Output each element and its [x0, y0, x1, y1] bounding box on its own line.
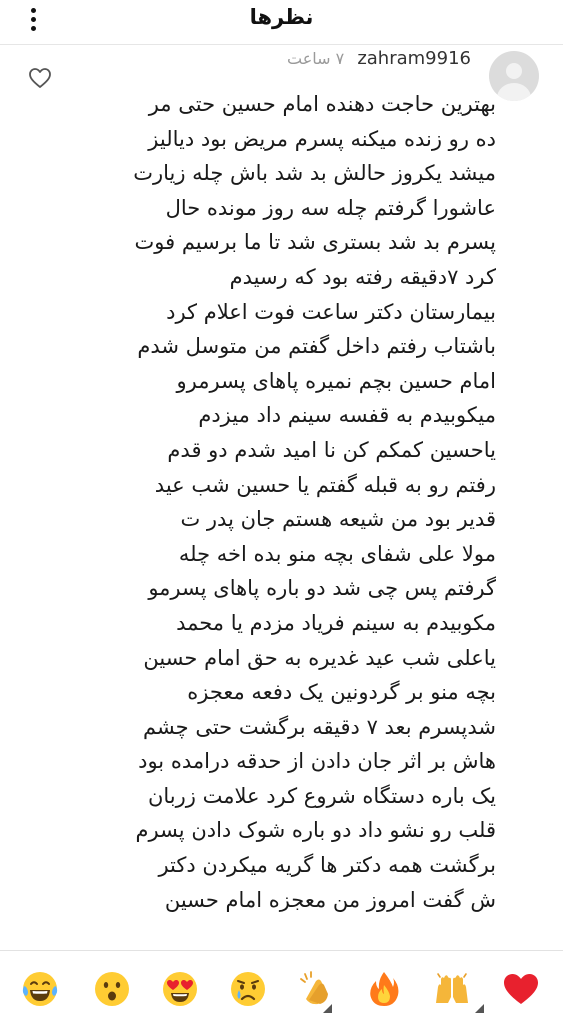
- reaction-bar: [0, 950, 563, 1025]
- comment-username[interactable]: zahram9916: [357, 48, 471, 69]
- comment-line: بهترین حاجت دهنده امام حسین حتی مر: [148, 92, 496, 116]
- comment-body: [66, 87, 496, 947]
- comment-line: قدیر بود من شیعه هستم جان پدر ت: [180, 507, 496, 532]
- tears-of-joy-face-icon[interactable]: [20, 969, 60, 1009]
- surprised-face-icon[interactable]: [92, 969, 132, 1009]
- raising-hands-icon[interactable]: [432, 969, 472, 1009]
- crying-face-icon[interactable]: [228, 969, 268, 1009]
- heart-outline-icon[interactable]: [28, 67, 52, 89]
- default-avatar-icon[interactable]: [489, 51, 539, 101]
- comment-meta: [287, 48, 471, 69]
- comment-line: برگشت همه دکتر ها گریه میکردن دکتر: [158, 853, 496, 878]
- comment-line: ش گفت امروز من معجزه امام حسین: [164, 887, 496, 912]
- comment-time: ۷ ساعت: [287, 49, 345, 68]
- comment-line: گرفتم پس چی شد دو باره پاهای پسرمو: [148, 576, 496, 601]
- comment-line: یاحسین کمکم کن نا امید شدم دو قدم: [167, 437, 496, 462]
- fire-icon[interactable]: [364, 969, 404, 1009]
- comment-line: قلب رو نشو داد دو باره شوک دادن پسرم: [135, 818, 496, 843]
- comment-line: بچه منو بر گردونین یک دفعه معجزه: [187, 680, 496, 705]
- comment-line: پسرم بد شد بستری شد تا ما برسیم فوت: [134, 230, 496, 255]
- comment-line: یک باره دستگاه شروع کرد علامت زربان: [147, 783, 496, 808]
- comment-line: مکوبیدم به سینم فریاد مزدم یا محمد: [176, 610, 496, 635]
- corner-indicator-icon: [475, 998, 484, 1007]
- corner-indicator-icon: [323, 998, 332, 1007]
- text-fade: [0, 930, 563, 950]
- comment-line: هاش بر اثر جان دادن از حدقه درامده بود: [138, 749, 496, 774]
- comment-line: عاشورا گرفتم چله سه روز مونده حال: [165, 195, 496, 220]
- comment-line: ده رو زنده میکنه پسرم مریض بود دیالیز: [148, 126, 496, 151]
- comment-line: میشد یکروز حالش بد شد باش چله زیارت: [133, 161, 496, 186]
- page-title: نظرها: [249, 5, 314, 29]
- heart-eyes-face-icon[interactable]: [160, 969, 200, 1009]
- comment-line: باشتاب رفتم داخل گفتم من متوسل شدم: [137, 334, 496, 359]
- comment-line: بیمارستان دکتر ساعت فوت اعلام کرد: [166, 299, 496, 324]
- red-heart-icon[interactable]: [501, 969, 541, 1009]
- comment-line: کرد ۷دقیقه رفته بود که رسیدم: [229, 264, 496, 289]
- comment-line: رفتم رو به قبله گفتم یا حسین شب عید: [154, 472, 496, 497]
- top-bar: [0, 0, 563, 45]
- comment-line: امام حسین بچم نمیره پاهای پسرمرو: [176, 368, 496, 393]
- comment-line: میکوبیدم به قفسه سینم داد میزدم: [198, 403, 496, 428]
- comment-line: یاعلی شب عید غدیره به حق امام حسین: [143, 645, 496, 670]
- comment-line: مولا علی شفای بچه منو بده اخه چله: [178, 541, 496, 566]
- comment-line: شدپسرم بعد ۷ دقیقه برگشت حتی چشم: [142, 714, 496, 739]
